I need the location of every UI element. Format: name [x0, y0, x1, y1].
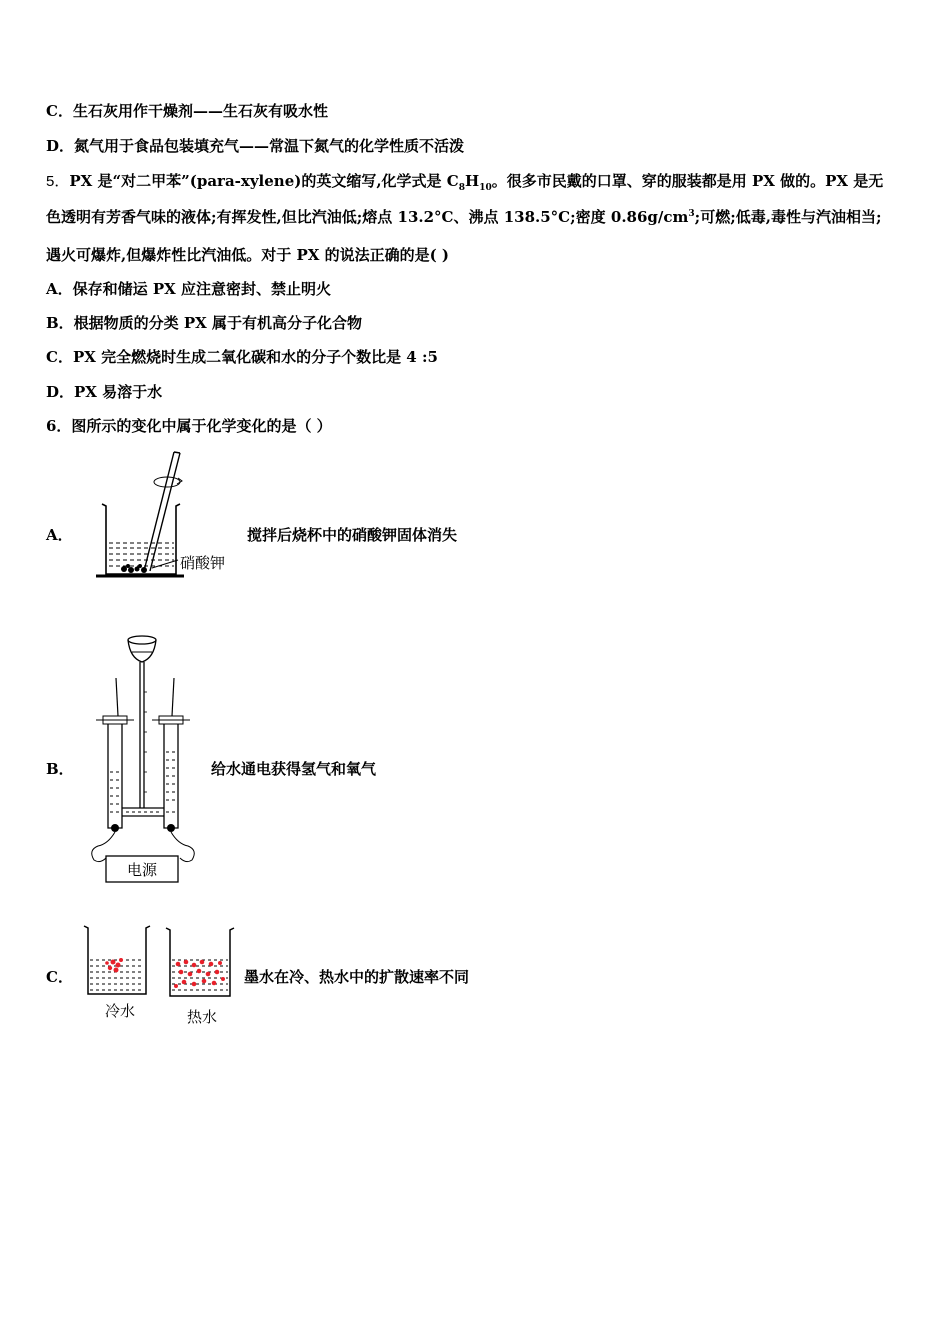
q4-option-d: D．氮气用于食品包装填充气——常温下氮气的化学性质不活泼 [46, 137, 465, 155]
q5-option-d: D．PX 易溶于水 [46, 383, 163, 401]
q6-option-c-letter: C． [46, 968, 73, 986]
cold-water-label: 冷水 [104, 1002, 136, 1020]
q5-option-b: B．根据物质的分类 PX 属于有机高分子化合物 [46, 314, 363, 332]
q6-option-b-letter: B． [46, 760, 74, 778]
q6-option-c-text: 墨水在冷、热水中的扩散速率不同 [244, 968, 470, 986]
q5-option-c: C．PX 完全燃烧时生成二氧化碳和水的分子个数比是 4 :5 [46, 348, 438, 366]
q5-line1-b: H [465, 172, 480, 190]
ink-diffusion-diagram [80, 922, 240, 1026]
q5-line1-sub2: 10 [479, 183, 492, 193]
q5-line2-b: ;可燃;低毒,毒性与汽油相当; [694, 208, 882, 226]
potassium-nitrate-label: 硝酸钾 [180, 554, 226, 572]
q5-option-a: A．保存和储运 PX 应注意密封、禁止明火 [46, 280, 332, 298]
q6-option-b-text: 给水通电获得氢气和氧气 [211, 760, 377, 778]
q5-stem-line2 [46, 207, 910, 227]
q5-stem-line3: 遇火可爆炸,但爆炸性比汽油低。对于 PX 的说法正确的是( ) [46, 246, 450, 264]
q4-option-c: C．生石灰用作干燥剂——生石灰有吸水性 [46, 102, 328, 120]
q6-stem: 6．图所示的变化中属于化学变化的是（ ） [46, 417, 332, 435]
q5-line1-a: PX 是“对二甲苯”(para-xylene)的英文缩写,化学式是 C [69, 172, 459, 190]
q5-line2-a: 色透明有芳香气味的液体;有挥发性,但比汽油低;熔点 13.2°C、沸点 138.5°C;密度 0.86g/cm [46, 208, 689, 226]
q5-line1-c: 。很多市民戴的口罩、穿的服装都是用 PX 做的。PX 是无 [491, 172, 884, 190]
q5-line1-sub1: 8 [458, 183, 465, 193]
electrolysis-apparatus-diagram [86, 632, 200, 886]
beaker-stirring-diagram [92, 448, 242, 584]
q6-option-a-text: 搅拌后烧杯中的硝酸钾固体消失 [247, 526, 458, 544]
q6-option-a-letter: A． [46, 526, 73, 544]
q5-number: 5． [46, 173, 70, 190]
q5-line2-sup: 3 [688, 209, 695, 219]
power-supply-label: 电源 [126, 861, 158, 879]
q5-stem-line1 [46, 171, 910, 192]
hot-water-label: 热水 [186, 1008, 218, 1026]
